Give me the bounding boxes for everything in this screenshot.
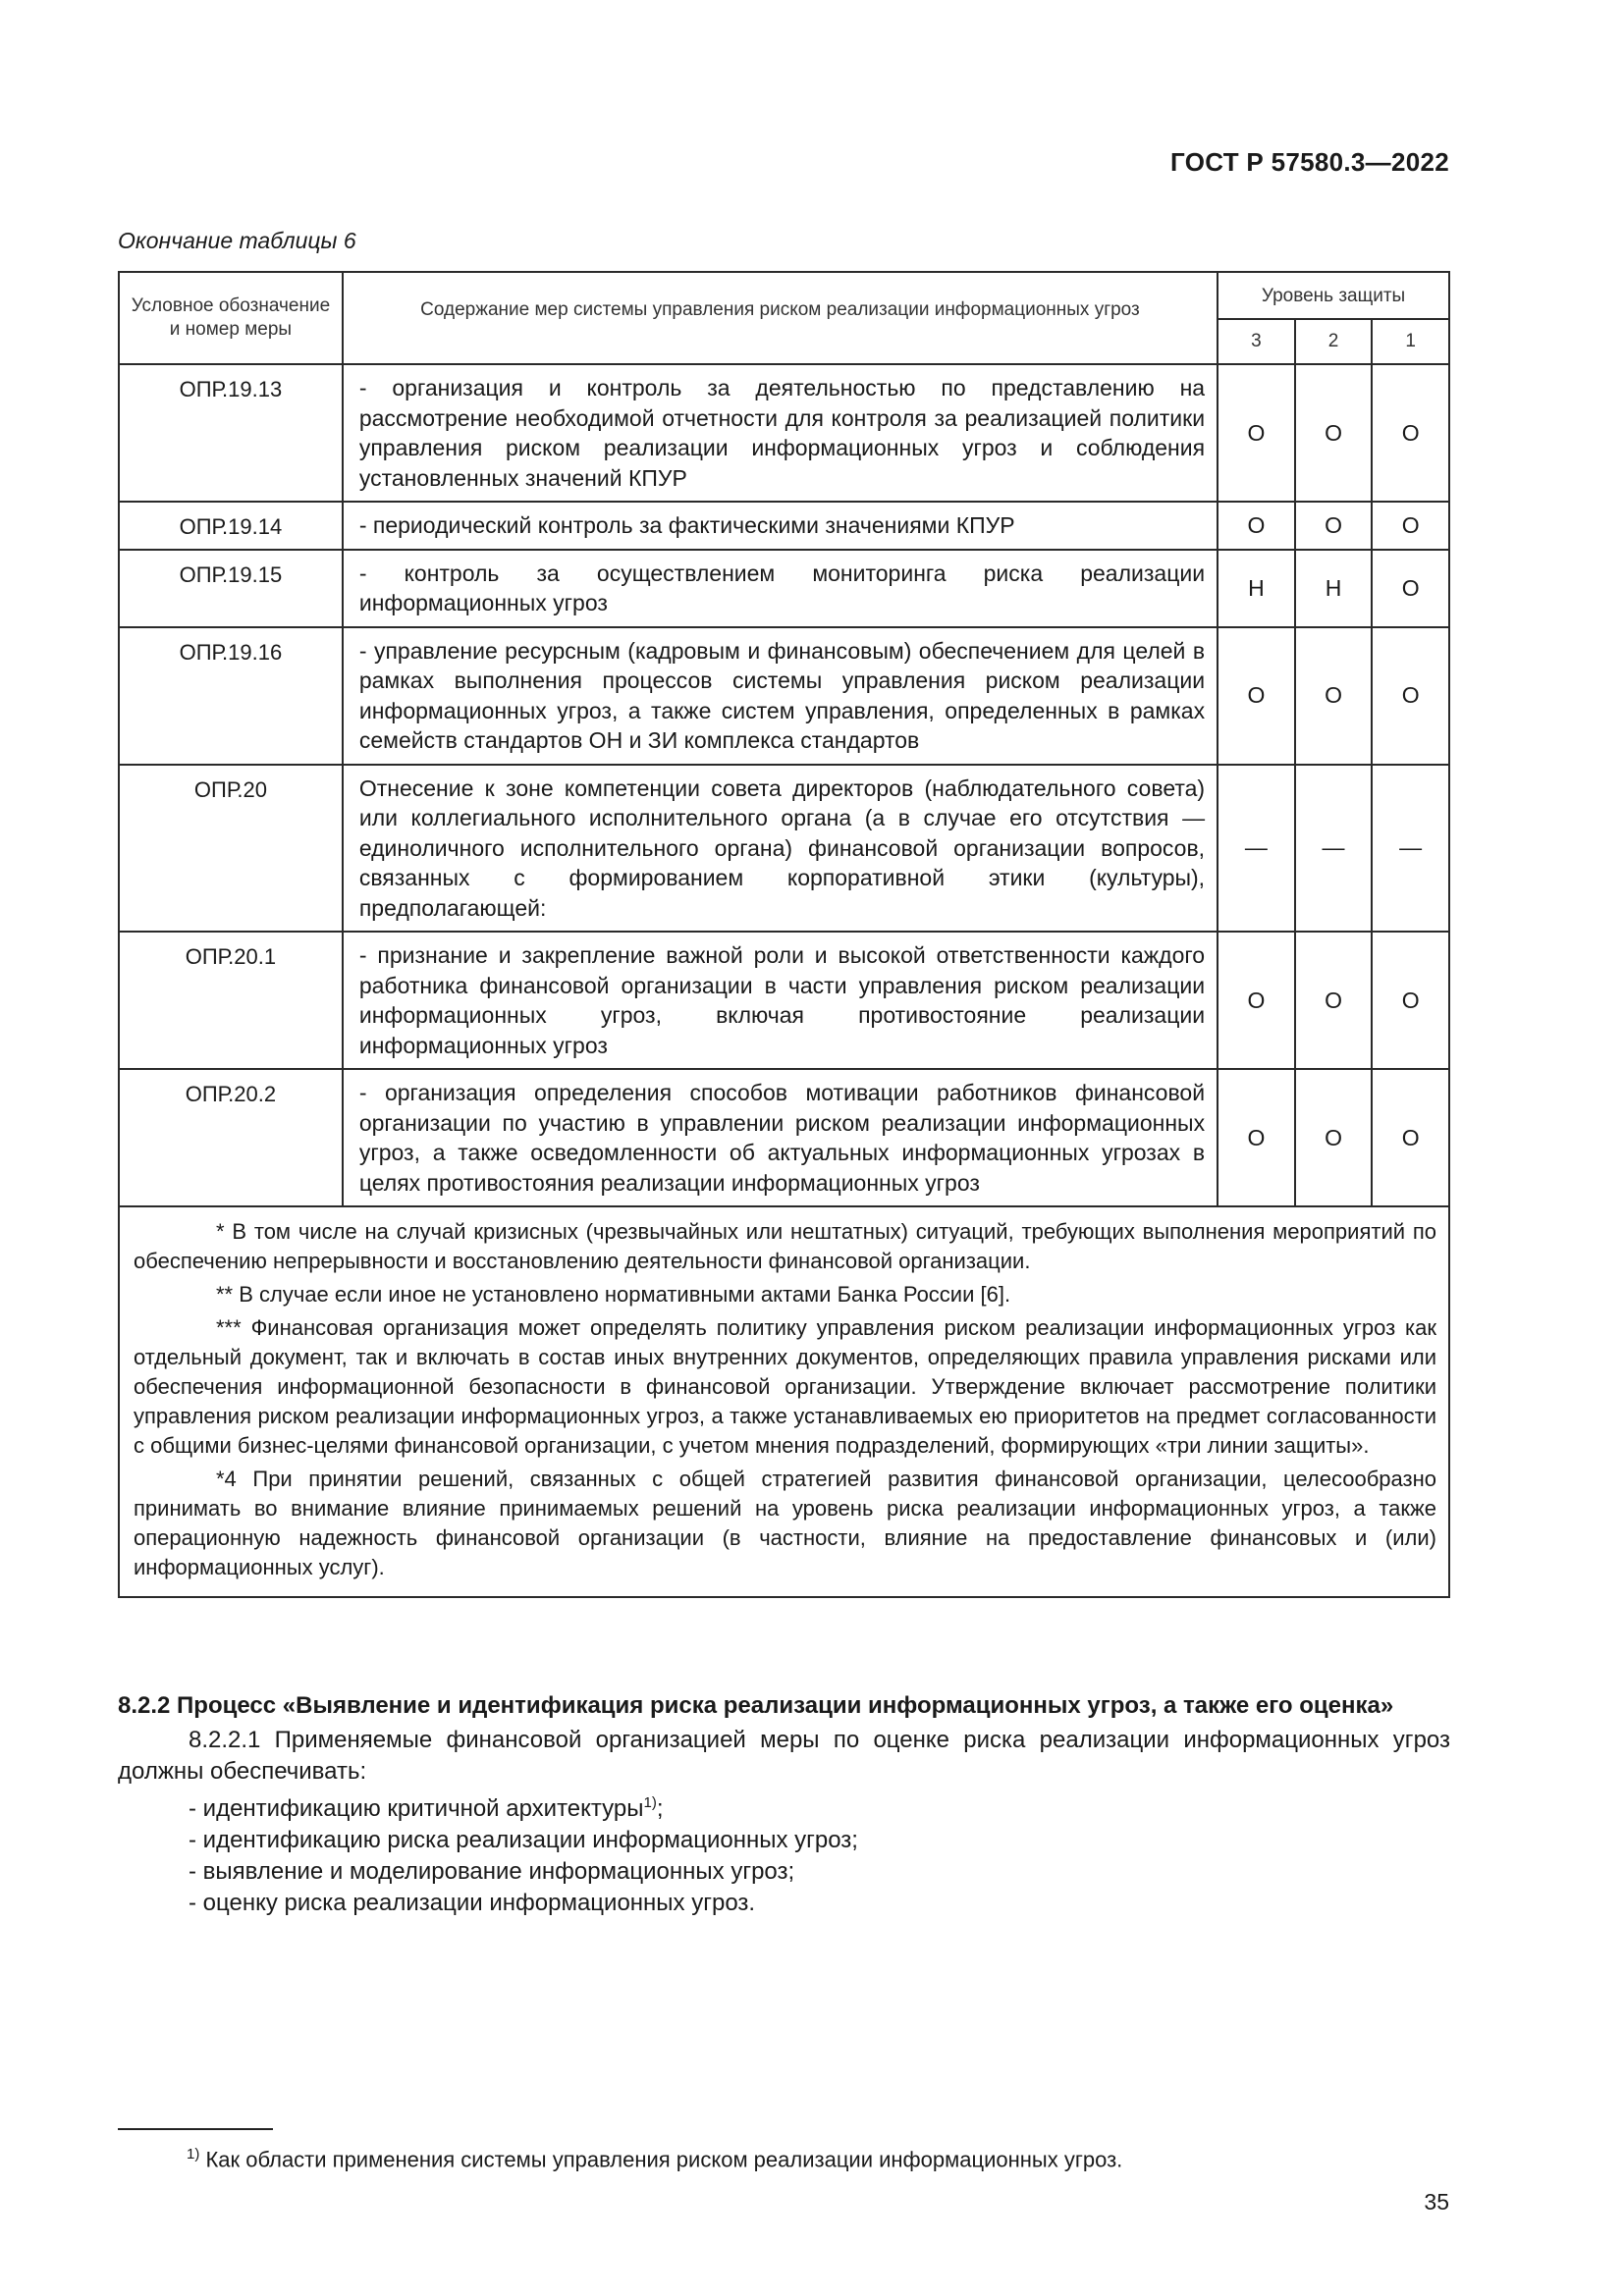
list-item [118,1788,1450,1825]
table-row [119,627,1449,765]
level-1-value: О [1372,364,1449,502]
level-2-value: О [1295,932,1373,1069]
table-row [119,932,1449,1069]
footnote-text: Как области применения системы управления риском реализации информационных угроз. [205,2147,1123,2172]
level-1-value: О [1372,1069,1449,1206]
measure-text: - периодический контроль за фактическими значениями КПУР [343,502,1218,550]
table-row [119,765,1449,933]
measure-code: ОПР.19.13 [119,364,343,502]
table-notes [119,1206,1449,1597]
level-1-value: О [1372,627,1449,765]
list-item: - оценку риска реализации информационных угроз. [189,1890,756,1916]
measure-code: ОПР.19.14 [119,502,343,550]
table-note: * В том числе на случай кризисных (чрезвычайных или нештатных) ситуаций, требующих выполнения мероприятий по обеспечению непрерывности и восстановлению деятельности финансовой организации. [134,1219,1436,1273]
table-row [119,364,1449,502]
level-3-value: О [1218,932,1295,1069]
table-note: ** В случае если иное не установлено нормативными актами Банка России [6]. [216,1282,1011,1307]
header-protection-level: Уровень защиты [1218,272,1449,319]
section-body [118,1690,1450,1919]
page-number: 35 [1424,2189,1449,2215]
measure-code: ОПР.19.16 [119,627,343,765]
table-notes-row [119,1206,1449,1597]
table-row [119,550,1449,627]
level-1-value: — [1372,765,1449,933]
measures-table [118,271,1450,1598]
header-level-2: 2 [1295,319,1373,364]
level-2-value: О [1295,627,1373,765]
level-3-value: О [1218,1069,1295,1206]
level-3-value: — [1218,765,1295,933]
level-1-value: О [1372,502,1449,550]
table-note: *** Финансовая организация может определять политику управления риском реализации информационных угроз как отдельный документ, так и включать в состав иных внутренних документов, определяющих правила управления рисками или обеспечения информационной безопасности в финансовой организации. Утверждение включает рассмотрение политики управления риском реализации информационных угроз, а также устанавливаемых ею приоритетов на предмет согласованности с общими бизнес-целями финансовой организации, с учетом мнения подразделений, формирующих «три линии защиты». [134,1315,1436,1458]
level-3-value: О [1218,627,1295,765]
level-1-value: О [1372,932,1449,1069]
list-item: - идентификацию риска реализации информационных угроз; [189,1827,858,1853]
list-item-text: - идентификацию критичной архитектуры [189,1795,644,1822]
level-2-value: О [1295,364,1373,502]
section-title: 8.2.2 Процесс «Выявление и идентификация риска реализации информационных угроз, а также его оценка» [118,1692,1394,1719]
footnote-ref[interactable]: 1) [643,1794,657,1811]
level-2-value: О [1295,1069,1373,1206]
measure-text: - признание и закрепление важной роли и высокой ответственности каждого работника финансовой организации в части управления риском реализации информационных угроз, включая противостояние реализации информационных угроз [343,932,1218,1069]
measure-code: ОПР.20.1 [119,932,343,1069]
table-row [119,1069,1449,1206]
level-3-value: О [1218,364,1295,502]
document-code: ГОСТ Р 57580.3—2022 [1170,147,1449,177]
level-1-value: О [1372,550,1449,627]
measure-text: - управление ресурсным (кадровым и финансовым) обеспечением для целей в рамках выполнения процессов системы управления риском реализации информационных угроз, а также систем управления, определенных в рамках семейств стандартов ОН и ЗИ комплекса стандартов [343,627,1218,765]
footnote-marker: 1) [187,2146,200,2163]
measure-text: - организация определения способов мотивации работников финансовой организации по участию в управлении риском реализации информационных угроз, а также осведомленности об актуальных информационных угрозах в целях противостояния реализации информационных угроз [343,1069,1218,1206]
level-3-value: Н [1218,550,1295,627]
level-2-value: — [1295,765,1373,933]
requirements-list [118,1788,1450,1919]
measure-code: ОПР.20.2 [119,1069,343,1206]
measure-text: - контроль за осуществлением мониторинга риска реализации информационных угроз [343,550,1218,627]
footnote-divider [118,2128,273,2130]
header-level-3: 3 [1218,319,1295,364]
footnote [187,2140,1122,2174]
table-caption: Окончание таблицы 6 [118,228,356,253]
level-3-value: О [1218,502,1295,550]
list-item: - выявление и моделирование информационных угроз; [189,1858,795,1885]
table-row [119,502,1449,550]
section-paragraph: 8.2.2.1 Применяемые финансовой организацией меры по оценке риска реализации информационных угроз должны обеспечивать: [118,1727,1450,1785]
list-item-suffix: ; [656,1795,664,1822]
header-code: Условное обозначение и номер меры [119,272,343,364]
measure-code: ОПР.20 [119,765,343,933]
table-note: *4 При принятии решений, связанных с общей стратегией развития финансовой организации, целесообразно принимать во внимание влияние принимаемых решений на уровень риска реализации информационных угроз, а также операционную надежность финансовой организации (в частности, влияние на предоставление финансовых и (или) информационных услуг). [134,1467,1436,1579]
measure-text: Отнесение к зоне компетенции совета директоров (наблюдательного совета) или коллегиального исполнительного органа (а в случае его отсутствия — единоличного исполнительного органа) финансовой организации вопросов, связанных с формированием корпоративной этики (культуры), предполагающей: [343,765,1218,933]
measure-code: ОПР.19.15 [119,550,343,627]
header-content: Содержание мер системы управления риском реализации информационных угроз [343,272,1218,364]
header-level-1: 1 [1372,319,1449,364]
level-2-value: О [1295,502,1373,550]
level-2-value: Н [1295,550,1373,627]
measure-text: - организация и контроль за деятельностью по представлению на рассмотрение необходимой отчетности для контроля за реализацией политики управления риском реализации информационных угроз и соблюдения установленных значений КПУР [343,364,1218,502]
